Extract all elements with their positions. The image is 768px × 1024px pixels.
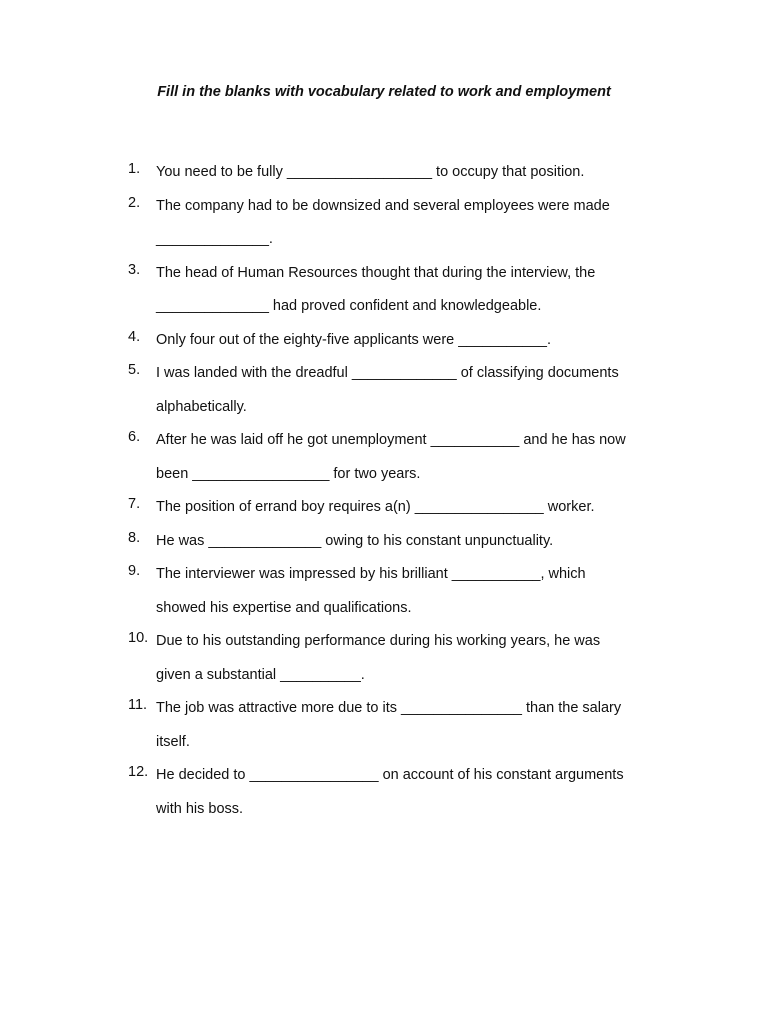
item-text-line: The job was attractive more due to its _______________ than the salary (156, 700, 622, 716)
item-text-line: He decided to ________________ on account of his constant arguments (156, 767, 624, 783)
item-text-line: with his boss. (156, 800, 244, 817)
item-text-line: showed his expertise and qualifications. (156, 599, 412, 616)
item-number: 4. (128, 328, 141, 345)
item-text-line: The head of Human Resources thought that during the interview, the (156, 264, 596, 281)
exercise-item-9 (128, 563, 688, 630)
item-text-line: I was landed with the dreadful _____________ of classifying documents (156, 365, 619, 381)
exercise-item-4 (128, 329, 688, 363)
item-number: 7. (128, 496, 141, 512)
item-text-line: Only four out of the eighty-five applicants were ___________. (156, 331, 551, 348)
item-text-line: Due to his outstanding performance during his working years, he was (156, 633, 601, 649)
worksheet-title: Fill in the blanks with vocabulary related to work and employment (157, 84, 611, 100)
item-text-line: The company had to be downsized and several employees were made (156, 197, 610, 214)
item-number: 10. (128, 630, 149, 646)
item-number: 1. (128, 161, 141, 177)
item-number: 6. (128, 429, 141, 445)
exercise-item-6 (128, 429, 688, 496)
exercise-item-7 (128, 496, 688, 530)
item-text-line: The position of errand boy requires a(n) ________________ worker. (156, 499, 595, 515)
exercise-item-1 (128, 161, 688, 195)
exercise-item-2 (128, 195, 688, 262)
exercise-item-11 (128, 697, 688, 764)
exercise-item-10 (128, 630, 688, 697)
exercise-list (128, 161, 688, 831)
item-number: 12. (128, 764, 149, 780)
item-number: 3. (128, 261, 141, 278)
item-text-line: been _________________ for two years. (156, 465, 421, 482)
item-number: 8. (128, 529, 141, 546)
item-text-line: ______________ had proved confident and knowledgeable. (156, 298, 542, 314)
exercise-item-3 (128, 262, 688, 329)
item-text-line: The interviewer was impressed by his brilliant ___________, which (156, 566, 586, 582)
item-text-line: He was ______________ owing to his constant unpunctuality. (156, 532, 554, 549)
item-text-line: ______________. (156, 231, 273, 247)
item-text-line: alphabetically. (156, 398, 247, 415)
item-text-line: You need to be fully __________________ to occupy that position. (156, 164, 585, 180)
exercise-item-5 (128, 362, 688, 429)
item-number: 9. (128, 563, 141, 579)
item-number: 5. (128, 362, 141, 378)
exercise-item-8 (128, 530, 688, 564)
item-text-line: After he was laid off he got unemployment ___________ and he has now (156, 432, 626, 448)
item-number: 2. (128, 194, 141, 211)
item-text-line: given a substantial __________. (156, 666, 365, 683)
item-text-line: itself. (156, 733, 190, 750)
exercise-item-12 (128, 764, 688, 831)
item-number: 11. (128, 697, 148, 713)
